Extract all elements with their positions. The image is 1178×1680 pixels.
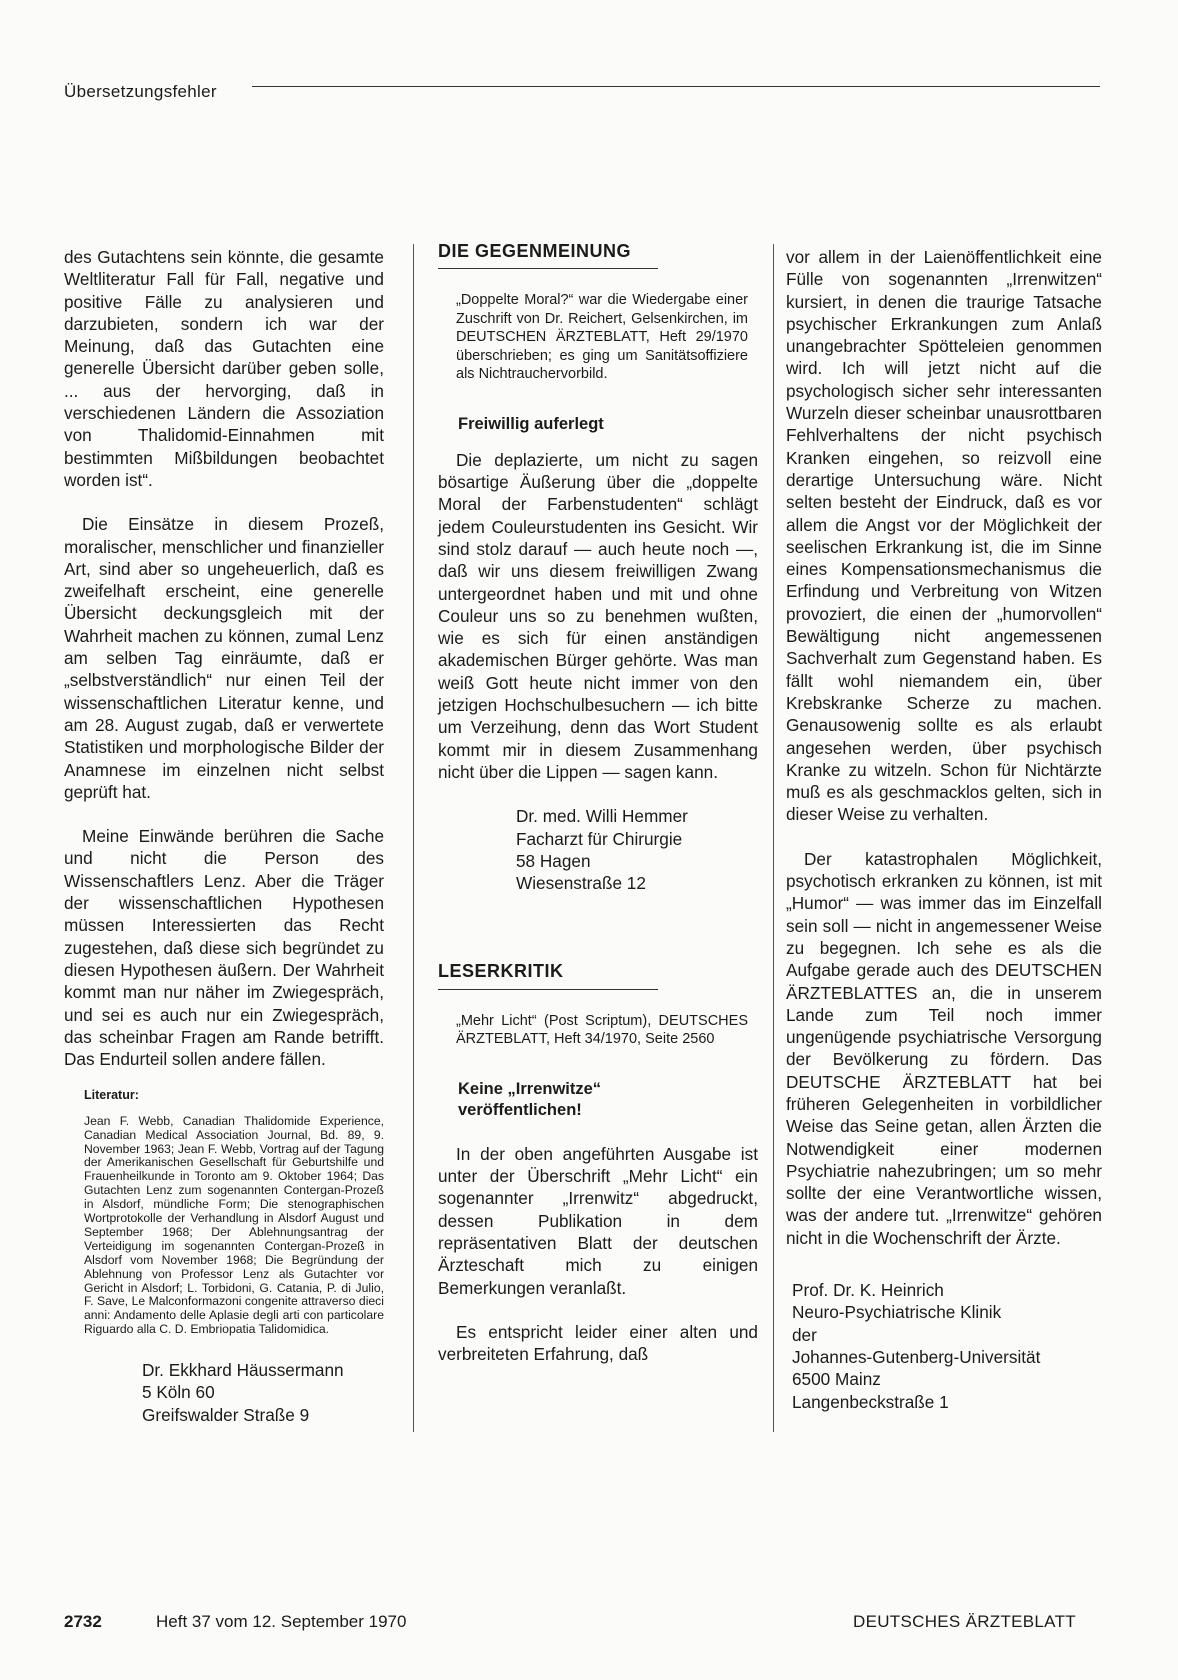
signature-line: Wiesenstraße 12 [516, 873, 646, 894]
column-divider-left [413, 244, 414, 1432]
paragraph: Der katastrophalen Möglichkeit, psychotisch erkranken zu können, ist mit „Humor“ — was immer das im Einzelfall sein soll — nicht in angemessener Weise zu begegnen. Ich sehe es als die Aufgabe gerade auch des DEUTSCHEN ÄRZTEBLATTES an, die in unserem Lande zum Teil noch immer ungenügende psychiatrische Versorgung der Bevölkerung zu fördern. Das DEUTSCHE ÄRZTEBLATT hat bei früheren Gelegenheiten in vorbildlicher Weise das Seine getan, allen Ärzten die Notwendigkeit einer modernen Psychiatrie nahezubringen; um so mehr sollte der eine Verantwortliche wissen, was der andere tut. „Irrenwitze“ gehören nicht in die Wochenschrift der Ärzte. [786, 848, 1102, 1248]
literature-text: Jean F. Webb, Canadian Thalidomide Experience, Canadian Medical Association Journal, Bd. 89, 9. November 1963; Jean F. Webb, Vortrag auf der Tagung der Amerikanischen Gesellschaft für Geburtshilfe und Frauenheilkunde in Toronto am 9. Oktober 1964; Das Gutachten Lenz zum sogenannten Contergan-Prozeß in Alsdorf, mündliche Form; Die stenographischen Wortprotokolle der Verhandlung in Alsdorf August und September 1968; Der Ablehnungsantrag der Verteidigung im sogenannten Contergan-Prozeß in Alsdorf vom November 1968; Die Begründung der Ablehnung von Professor Lenz als Gutachter vor Gericht in Alsdorf; L. Torbidoni, G. Catania, P. di Julio, F. Save, Le Malconformazoni congenite attraverso dieci anni: Andamento delle Aplasie degli arti con particolare Riguardo alla C. D. Embriopatia Talidomidica. [84, 1113, 384, 1337]
section-intro: „Doppelte Moral?“ war die Wiedergabe einer Zuschrift von Dr. Reichert, Gelsenkirchen, im DEUTSCHEN ÄRZTEBLATT, Heft 29/1970 überschrieben; es ging um Sanitätsoffiziere als Nichtrauchervorbild. [456, 292, 748, 383]
paragraph: des Gutachtens sein könnte, die gesamte Weltliteratur Fall für Fall, negative und positive Fälle zu analysieren und darzubieten, sondern ich war der Meinung, daß das Gutachten eine generelle Übersicht darüber geben solle, ... aus der hervorging, daß in verschiedenen Ländern die Assoziation von Thalidomid-Einnahmen mit bestimmten Mißbildungen beobachtet worden ist“. [64, 247, 384, 490]
signature-line: 6500 Mainz [792, 1369, 881, 1390]
running-header: Übersetzungsfehler [64, 82, 217, 101]
paragraph: Meine Einwände berühren die Sache und nicht die Person des Wissenschaftlers Lenz. Aber die Träger der wissenschaftlichen Hypothesen müssen Interessierten das Recht zugestehen, daß diese sich begründet zu diesen Hypothesen äußern. Der Wahrheit kommt man nur näher im Zwiegespräch, und sei es auch nur ein Zwiegespräch, das scheinbar Fragen am Rande betrifft. Das Endurteil sollen andere fällen. [64, 826, 384, 1070]
section-rule [438, 268, 658, 269]
section-heading-leserkritik: LESERKRITIK [438, 961, 564, 982]
literature-heading: Literatur: [84, 1088, 139, 1103]
signature-line: Neuro-Psychiatrische Klinik [792, 1302, 1002, 1323]
signature-line: 58 Hagen [516, 850, 591, 871]
paragraph: Die deplazierte, um nicht zu sagen bösartige Äußerung über die „doppelte Moral der Farbenstudenten“ schlägt jedem Couleurstudenten ins Gesicht. Wir sind stolz darauf — auch heute noch —, daß wir uns diesem freiwilligen Zwang untergeordnet haben und mit und ohne Couleur uns so zu benehmen wußten, wie es sich für einen anständigen akademischen Bürger gehörte. Was man weiß Gott heute nicht immer von den jetzigen Hochschulbesuchern — ich bitte um Verzeihung, denn das Wort Student kommt mir in diesem Zusammenhang nicht über die Lippen — sagen kann. [438, 449, 758, 782]
issue-info: Heft 37 vom 12. September 1970 [156, 1612, 407, 1631]
author-signature [142, 1359, 384, 1426]
signature-line: Dr. med. Willi Hemmer [516, 806, 688, 827]
signature-line: der [792, 1324, 817, 1345]
column-left [64, 246, 384, 1426]
letter-title: Keine „Irrenwitze“ veröffentlichen! [458, 1079, 602, 1119]
journal-name: DEUTSCHES ÄRZTEBLATT [853, 1612, 1076, 1631]
signature-line: Prof. Dr. K. Heinrich [792, 1280, 944, 1301]
signature-line: Langenbeckstraße 1 [792, 1391, 949, 1412]
paragraph: Die Einsätze in diesem Prozeß, moralischer, menschlicher und finanzieller Art, sind aber so ungeheuerlich, daß es zweifelhaft erscheint, eine generelle Übersicht deckungsgleich mit der Wahrheit machen zu können, zumal Lenz am selben Tag einräumte, daß er „selbstverständlich“ nur einen Teil der wissenschaftlichen Literatur kenne, und am 28. August zugab, daß er verwertete Statistiken und morphologische Bilder der Anamnese im einzelnen nicht selbst geprüft hat. [64, 514, 384, 802]
column-middle [438, 241, 758, 1365]
author-signature [792, 1279, 1102, 1413]
signature-line: Dr. Ekkhard Häussermann [142, 1360, 344, 1381]
signature-line: Greifswalder Straße 9 [142, 1404, 310, 1425]
column-divider-right [773, 244, 774, 1432]
column-right [786, 246, 1102, 1413]
paragraph: Es entspricht leider einer alten und verbreiteten Erfahrung, daß [438, 1321, 758, 1365]
author-signature [516, 805, 758, 894]
letter-title: Freiwillig auferlegt [458, 414, 604, 433]
signature-line: Johannes-Gutenberg-Universität [792, 1346, 1041, 1367]
section-rule [438, 989, 658, 990]
signature-line: 5 Köln 60 [142, 1382, 215, 1403]
page-number: 2732 [64, 1612, 102, 1631]
section-heading-gegenmeinung: DIE GEGENMEINUNG [438, 241, 632, 261]
section-intro: „Mehr Licht“ (Post Scriptum), DEUTSCHES ÄRZTEBLATT, Heft 34/1970, Seite 2560 [456, 1012, 748, 1048]
paragraph: In der oben angeführten Ausgabe ist unter der Überschrift „Mehr Licht“ ein sogenannter „Irrenwitz“ abgedruckt, dessen Publikation in dem repräsentativen Blatt der deutschen Ärzteschaft mich zu einigen Bemerkungen veranlaßt. [438, 1143, 758, 1298]
paragraph: vor allem in der Laienöffentlichkeit eine Fülle von sogenannten „Irrenwitzen“ kursiert, in denen die traurige Tatsache psychischer Erkrankungen zum Anlaß unangebrachter Spötteleien genommen wird. Ich will jetzt nicht auf die psychologisch sicher sehr interessanten Wurzeln dieser scheinbar unausrottbaren Fehlverhaltens der nicht psychisch Kranken eingehen, so reizvoll eine derartige Untersuchung wäre. Nicht selten besteht der Eindruck, daß es vor allem die Angst vor der Möglichkeit der seelischen Erkrankung ist, die im Sinne eines Kompensationsmechanismus die Erfindung und Verbreitung von Witzen provoziert, die einen der „humorvollen“ Bewältigung nicht angemessenen Sachverhalt zum Gegenstand haben. Es fällt wohl niemandem ein, über Krebskranke Scherze zu machen. Genausowenig sollte es als erlaubt angesehen werden, über psychisch Kranke zu witzeln. Schon für Nichtärzte muß es als geschmacklos gelten, sich in dieser Weise zu verhalten. [786, 247, 1102, 825]
signature-line: Facharzt für Chirurgie [516, 828, 683, 849]
header-rule [252, 86, 1100, 87]
